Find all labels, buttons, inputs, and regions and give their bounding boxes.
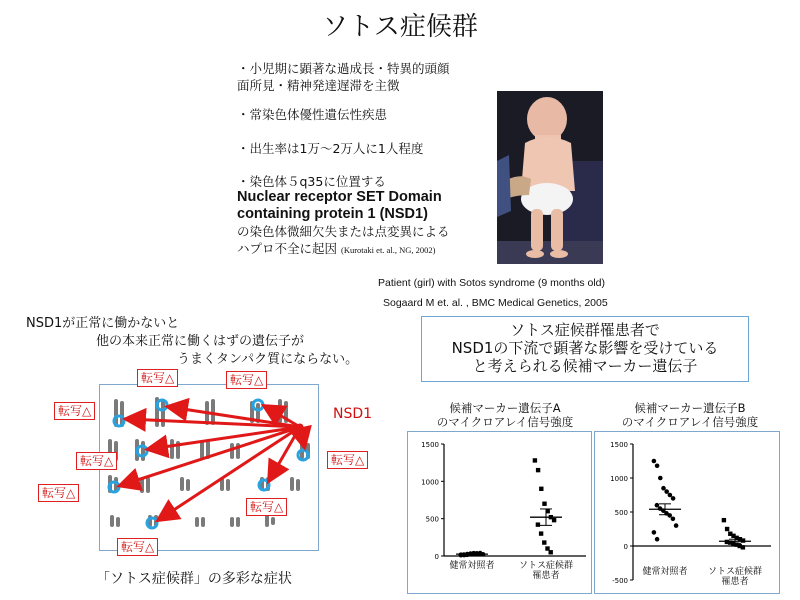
page-title: ソトス症候群 [322, 12, 478, 42]
category-label: ソトス症候群 [519, 561, 573, 571]
bullet-chromosome: ・染色体５q35に位置する [237, 174, 386, 189]
data-point [671, 496, 676, 501]
transcription-tag: 転写△ [246, 498, 287, 516]
data-point [671, 517, 676, 522]
box-line1: ソトス症候群罹患者で [510, 321, 660, 339]
mechanism-line2 [237, 240, 435, 259]
chart-b [595, 432, 779, 593]
chart-a-panel [407, 431, 592, 594]
category-label: 罹患者 [532, 571, 560, 581]
y-tick-label: 1000 [610, 475, 628, 483]
bullet-overgrowth-2: 面所見・精神発達遅滞を主徴 [237, 78, 400, 93]
chart-b-panel [594, 431, 780, 594]
gene-name-line2: containing protein 1 (NSD1) [237, 206, 428, 222]
photo-citation: Sogaard M et. al. , BMC Medical Genetics, 2005 [383, 297, 608, 309]
explanation-line3: うまくタンパク質にならない。 [177, 352, 359, 367]
mechanism-reference: (Kurotaki et. al., NG, 2002) [341, 245, 436, 255]
mechanism-text: ハプロ不全に起因 [237, 241, 338, 256]
data-point [542, 540, 546, 544]
data-point [549, 550, 553, 554]
chart-b-title [605, 401, 775, 429]
data-point [741, 538, 745, 542]
box-line3: と考えられる候補マーカー遺伝子 [472, 357, 698, 375]
explanation-line2: 他の本来正常に働くはずの遺伝子が [96, 334, 305, 349]
data-point [674, 523, 679, 528]
chart-a-title-line1: 候補マーカー遺伝子A [449, 401, 561, 415]
transcription-tag: 転写△ [38, 484, 79, 502]
data-point [658, 476, 663, 481]
data-point [655, 463, 660, 468]
data-point [664, 489, 669, 494]
bullet-birth-rate: ・出生率は1万～2万人に1人程度 [237, 141, 424, 156]
box-line2: NSD1の下流で顕著な影響を受けている [451, 339, 719, 357]
y-tick-label: 500 [614, 509, 628, 517]
transcription-tag: 転写△ [226, 371, 267, 389]
data-point [655, 503, 660, 508]
data-point [741, 545, 745, 549]
data-point [668, 493, 673, 498]
y-tick-label: 1500 [610, 441, 628, 449]
transcription-tag: 転写△ [327, 451, 368, 469]
data-point [655, 537, 660, 542]
data-point [652, 530, 657, 535]
mechanism-line1: の染色体微細欠失または点変異による [237, 224, 450, 239]
chart-b-title-line2: のマイクロアレイ信号強度 [621, 415, 759, 429]
transcription-tag: 転写△ [76, 452, 117, 470]
bottom-caption: 「ソトス症候群」の多彩な症状 [96, 571, 292, 587]
bullet-inheritance: ・常染色体優性遺伝性疾患 [237, 107, 388, 122]
chart-b-title-line1: 候補マーカー遺伝子B [634, 401, 746, 415]
transcription-tag: 転写△ [137, 369, 178, 387]
category-label: 罹患者 [721, 577, 749, 587]
gene-name-line1: Nuclear receptor SET Domain [237, 189, 442, 205]
data-point [722, 518, 726, 522]
karyotype-panel [99, 384, 319, 551]
y-tick-label: -500 [612, 577, 628, 585]
transcription-tag: 転写△ [54, 402, 95, 420]
data-point [539, 487, 543, 491]
data-point [661, 486, 666, 491]
data-point [536, 468, 540, 472]
nsd1-label: NSD1 [333, 406, 373, 422]
data-point [539, 531, 543, 535]
chart-a [408, 432, 591, 593]
data-point [533, 458, 537, 462]
transcription-tag: 転写△ [117, 538, 158, 556]
patient-photo [497, 91, 603, 264]
data-point [542, 502, 546, 506]
data-point [725, 527, 729, 531]
y-tick-label: 0 [434, 553, 439, 561]
data-point [667, 513, 672, 518]
data-point [552, 518, 556, 522]
photo-caption: Patient (girl) with Sotos syndrome (9 months old) [378, 277, 606, 289]
data-point [536, 522, 540, 526]
karyotype-figure [100, 385, 318, 550]
y-tick-label: 1500 [421, 441, 439, 449]
y-tick-label: 500 [425, 515, 439, 524]
y-tick-label: 1000 [421, 478, 439, 487]
nsd1-locus [297, 424, 304, 431]
candidate-marker-box [421, 316, 749, 382]
category-label: 健常対照者 [449, 561, 495, 571]
data-point [652, 459, 657, 464]
y-tick-label: 0 [623, 543, 628, 551]
bullet-overgrowth-1: ・小児期に顕著な過成長・特異的頭顔 [237, 61, 450, 76]
category-label: 健常対照者 [642, 567, 688, 577]
category-label: ソトス症候群 [708, 567, 762, 577]
explanation-line1: NSD1が正常に働かないと [26, 316, 180, 331]
chart-a-title-line2: のマイクロアレイ信号強度 [436, 415, 574, 429]
chart-a-title [420, 401, 590, 429]
